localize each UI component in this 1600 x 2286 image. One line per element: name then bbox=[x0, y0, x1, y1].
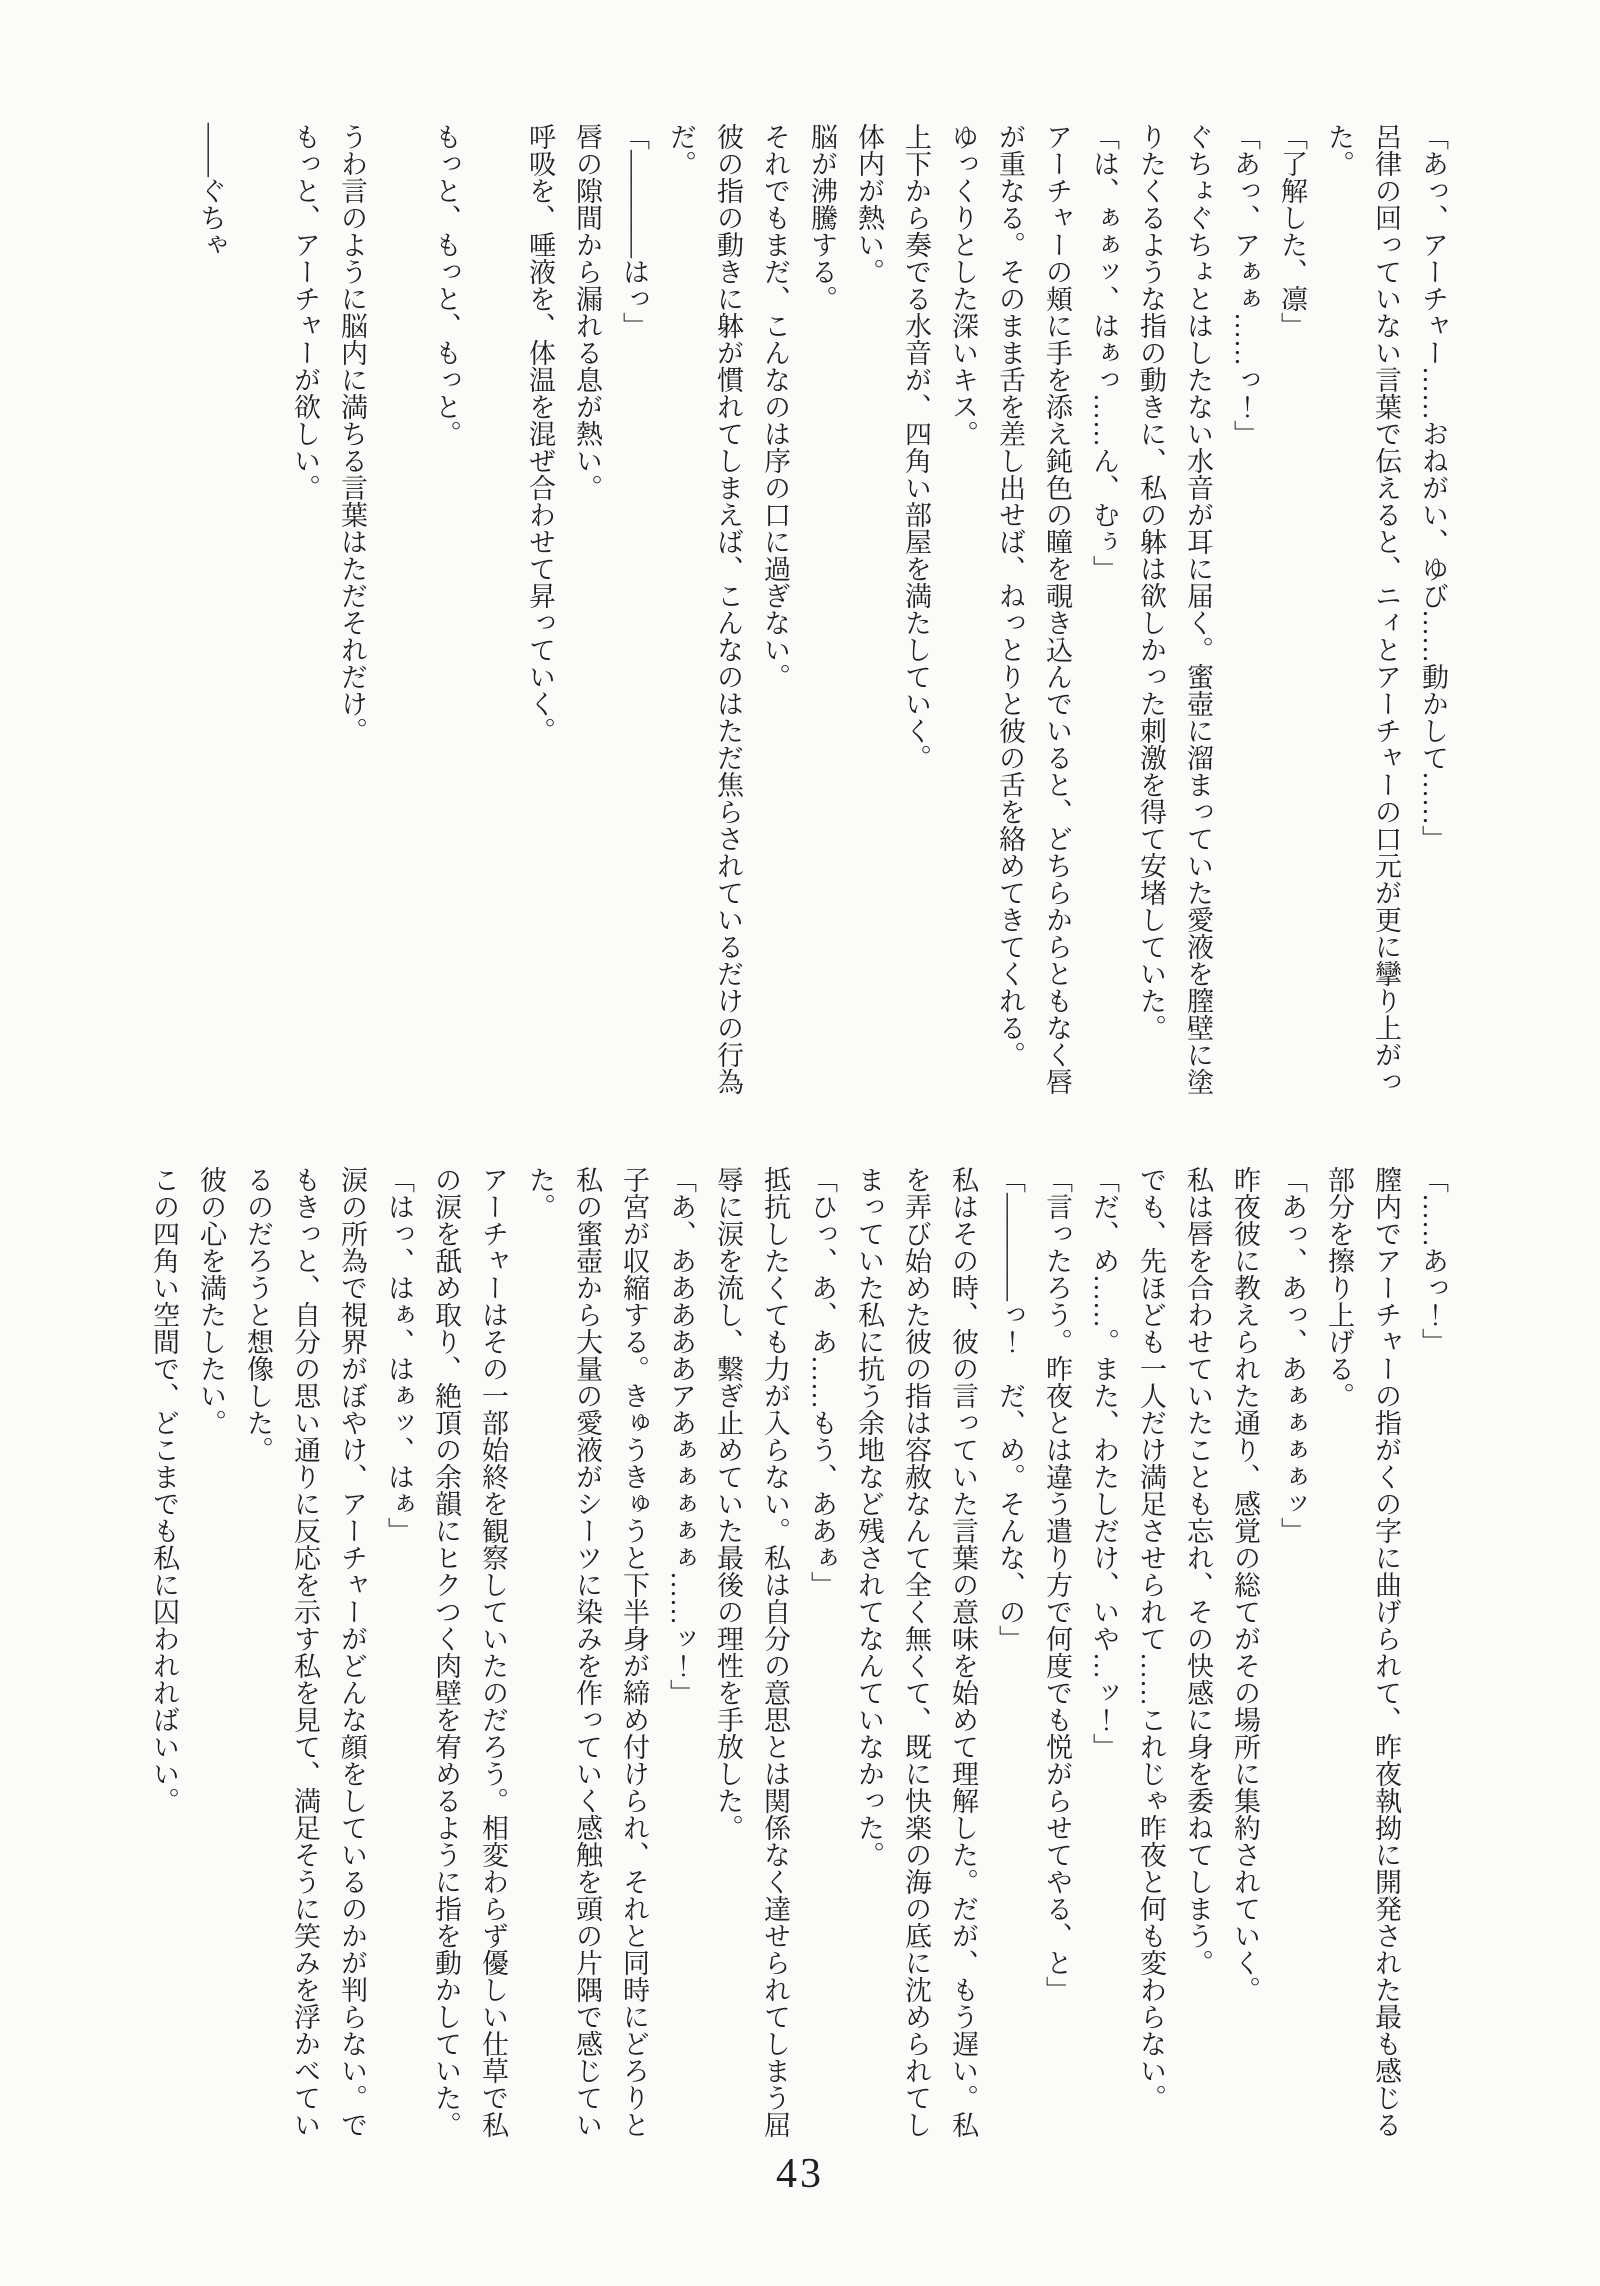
paragraph: 彼の心を満たしたい。 bbox=[196, 1166, 226, 1436]
paragraph: 呂律の回っていない言葉で伝えると、ニィとアーチャーの口元が更に攣り上がった。 bbox=[1324, 123, 1401, 1095]
paragraph: 「は、ぁぁッ、はぁっ……ん、むぅ」 bbox=[1089, 123, 1119, 582]
paragraph: うわ言のように脳内に満ちる言葉はただそれだけ。 bbox=[337, 123, 367, 744]
paragraph: 「――――はっ」 bbox=[619, 123, 649, 339]
paragraph: アーチャーの頬に手を添え鈍色の瞳を覗き込んでいると、どちらからともなく唇が重なる。そのまま舌を差し出せば、ねっとりと彼の舌を絡めてきてくれる。 bbox=[995, 123, 1072, 1095]
paragraph: この四角い空間で、どこまでも私に囚われればいい。 bbox=[149, 1166, 179, 1814]
paragraph: 「あっ、あっ、あぁぁぁぁッ」 bbox=[1277, 1166, 1307, 1544]
paragraph: 「あっ、アーチャー……おねがい、ゆび……動かして……」 bbox=[1418, 123, 1448, 852]
paragraph: 「あっ、アぁぁ……っ！」 bbox=[1230, 123, 1260, 447]
page-number: 43 bbox=[776, 2151, 824, 2197]
paragraph: ゆっくりとした深いキス。 bbox=[948, 123, 978, 447]
paragraph: もっと、もっと、もっと。 bbox=[431, 123, 461, 447]
paragraph: 「ひっ、あ、あ……もう、ああぁ」 bbox=[807, 1166, 837, 1598]
text-block-bottom bbox=[140, 1166, 1456, 2158]
paragraph: 私はその時、彼の言っていた言葉の意味を始めて理解した。だが、もう遅い。私を弄び始めた彼の指は容赦なんて全く無くて、既に快楽の海の底に沈められてしまっていた私に抗う余地など残されてなんていなかった。 bbox=[854, 1166, 978, 2138]
paragraph: 膣内でアーチャーの指がくの字に曲げられて、昨夜執拗に開発された最も感じる部分を擦り上げる。 bbox=[1324, 1166, 1401, 2138]
paragraph: アーチャーはその一部始終を観察していたのだろう。相変わらず優しい仕草で私の涙を舐め取り、絶頂の余韻にヒクつく肉壁を宥めるように指を動かしていた。 bbox=[431, 1166, 508, 2138]
paragraph: 抵抗したくても力が入らない。私は自分の意思とは関係なく達せられてしまう屈辱に涙を流し、繋ぎ止めていた最後の理性を手放した。 bbox=[713, 1166, 790, 2138]
paragraph: ぐちょぐちょとはしたない水音が耳に届く。蜜壺に溜まっていた愛液を膣壁に塗りたくるような指の動きに、私の躰は欲しかった刺激を得て安堵していた。 bbox=[1136, 123, 1213, 1095]
paragraph: 脳が沸騰する。 bbox=[807, 123, 837, 312]
paragraph: 「……あっ！」 bbox=[1418, 1166, 1448, 1355]
paragraph: 「了解した、凛」 bbox=[1277, 123, 1307, 339]
paragraph: 私は唇を合わせていたことも忘れ、その快感に身を委ねてしまう。 bbox=[1183, 1166, 1213, 1976]
paragraph: もっと、アーチャーが欲しい。 bbox=[290, 123, 320, 501]
paragraph: 唇の隙間から漏れる息が熱い。 bbox=[572, 123, 602, 501]
paragraph: 「言ったろう。昨夜とは違う遣り方で何度でも悦がらせてやる、と」 bbox=[1042, 1166, 1072, 2003]
paragraph: 昨夜彼に教えられた通り、感覚の総てがその場所に集約されていく。 bbox=[1230, 1166, 1260, 2003]
paragraph: 呼吸を、唾液を、体温を混ぜ合わせて昇っていく。 bbox=[525, 123, 555, 744]
paragraph: 「はっ、はぁ、はぁッ、はぁ」 bbox=[384, 1166, 414, 1544]
paragraph: ――ぐちゃ bbox=[196, 123, 226, 258]
paragraph: 「あ、あああああアあぁぁぁぁぁ……ッ！」 bbox=[666, 1166, 696, 1706]
paragraph: 上下から奏でる水音が、四角い部屋を満たしていく。 bbox=[901, 123, 931, 771]
paragraph: それでもまだ、こんなのは序の口に過ぎない。 bbox=[760, 123, 790, 690]
paragraph: でも、先ほども一人だけ満足させられて……これじゃ昨夜と何も変わらない。 bbox=[1136, 1166, 1166, 2111]
paragraph: 彼の指の動きに躰が慣れてしまえば、こんなのはただ焦らされているだけの行為だ。 bbox=[666, 123, 743, 1095]
text-block-top bbox=[187, 123, 1456, 1101]
paragraph: 「――――っ！ だ、め。そんな、の」 bbox=[995, 1166, 1025, 1652]
paragraph: 涙の所為で視界がぼやけ、アーチャーがどんな顔をしているのかが判らない。でもきっと、自分の思い通りに反応を示す私を見て、満足そうに笑みを浮かべているのだろうと想像した。 bbox=[243, 1166, 367, 2138]
paragraph: 子宮が収縮する。きゅうきゅうと下半身が締め付けられ、それと同時にどろりと私の蜜壺から大量の愛液がシーツに染みを作っていく感触を頭の片隅で感じていた。 bbox=[525, 1166, 649, 2138]
paragraph: 「だ、め……。また、わたしだけ、いや…ッ！」 bbox=[1089, 1166, 1119, 1760]
paragraph: 体内が熱い。 bbox=[854, 123, 884, 285]
